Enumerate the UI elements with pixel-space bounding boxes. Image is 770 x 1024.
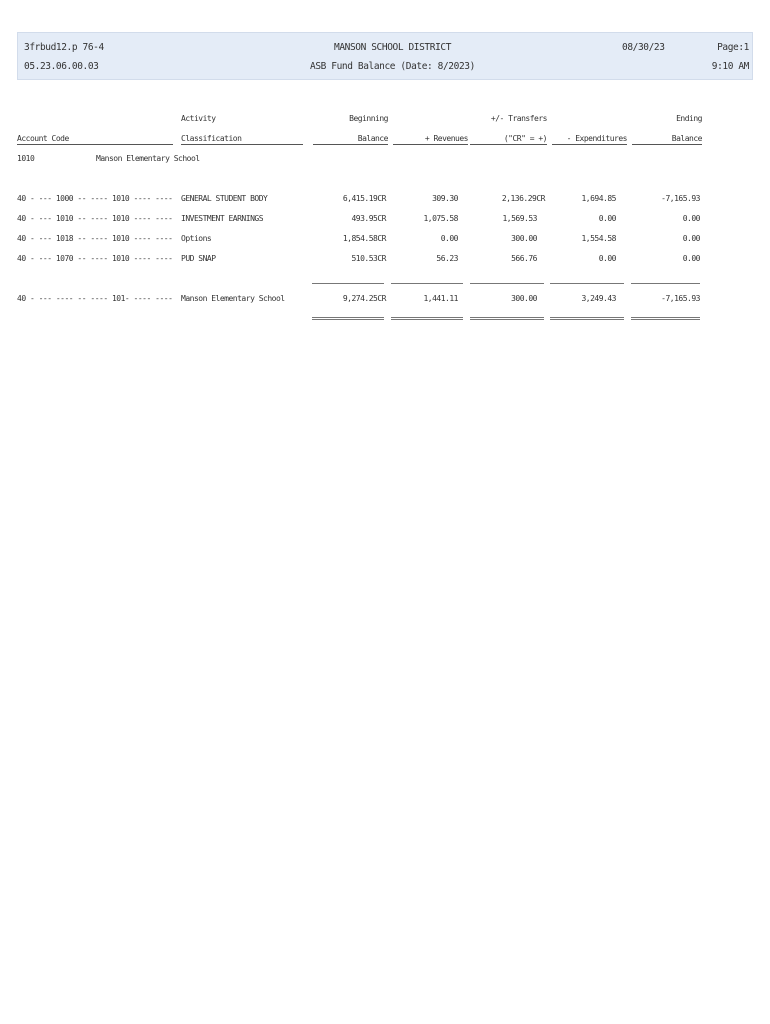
ending-balance: 0.00: [682, 234, 700, 243]
revenues: 1,441.11: [423, 294, 458, 303]
report-time: 9:10 AM: [711, 61, 749, 72]
col-ending-balance: Balance: [632, 134, 702, 145]
report-title: ASB Fund Balance (Date: 8/2023): [310, 61, 475, 72]
col-revenues: + Revenues: [393, 134, 468, 145]
revenues: 309.30: [432, 194, 458, 203]
report-date: 08/30/23: [622, 42, 665, 53]
classification: GENERAL STUDENT BODY: [181, 194, 268, 203]
col-transfers-note: ("CR" = +): [470, 134, 547, 145]
ending-balance: 0.00: [682, 214, 700, 223]
classification: Options: [181, 234, 212, 243]
expenditures: 0.00: [598, 254, 616, 263]
total-double-rule: [312, 317, 384, 320]
account-code: 40 - --- ---- -- ---- 101- ---- ----: [17, 294, 173, 303]
ending-balance: -7,165.93: [661, 194, 700, 203]
program-version: 05.23.06.00.03: [24, 61, 99, 72]
expenditures: 1,554.58: [581, 234, 616, 243]
expenditures: 1,694.85: [581, 194, 616, 203]
total-double-rule: [550, 317, 624, 320]
total-double-rule: [391, 317, 463, 320]
col-beginning-balance: Balance: [313, 134, 388, 145]
col-classification: Classification: [181, 134, 303, 145]
account-code: 40 - --- 1000 -- ---- 1010 ---- ----: [17, 194, 173, 203]
subtotal-rule: [550, 283, 624, 284]
subtotal-rule: [631, 283, 700, 284]
total-double-rule: [470, 317, 544, 320]
ending-balance: -7,165.93: [661, 294, 700, 303]
total-double-rule: [631, 317, 700, 320]
transfers: 2,136.29CR: [501, 194, 545, 203]
col-beginning: Beginning: [349, 114, 388, 123]
beginning-balance: 9,274.25CR: [342, 294, 386, 303]
revenues: 1,075.58: [423, 214, 458, 223]
subtotal-rule: [312, 283, 384, 284]
revenues: 56.23: [436, 254, 458, 263]
transfers: 566.76: [511, 254, 537, 263]
page-number: Page:1: [717, 42, 749, 53]
account-code: 40 - --- 1018 -- ---- 1010 ---- ----: [17, 234, 173, 243]
col-transfers: +/- Transfers: [490, 114, 547, 123]
transfers: 300.00: [511, 294, 537, 303]
revenues: 0.00: [440, 234, 458, 243]
classification: PUD SNAP: [181, 254, 216, 263]
beginning-balance: 1,854.58CR: [342, 234, 386, 243]
col-activity: Activity: [181, 114, 216, 123]
beginning-balance: 6,415.19CR: [342, 194, 386, 203]
classification: INVESTMENT EARNINGS: [181, 214, 264, 223]
expenditures: 3,249.43: [581, 294, 616, 303]
transfers: 1,569.53: [502, 214, 537, 223]
subtotal-rule: [470, 283, 544, 284]
account-code: 40 - --- 1070 -- ---- 1010 ---- ----: [17, 254, 173, 263]
ending-balance: 0.00: [682, 254, 700, 263]
program-id: 3frbud12.p 76-4: [24, 42, 104, 53]
transfers: 300.00: [511, 234, 537, 243]
group-code: 1010: [17, 154, 35, 163]
col-expenditures: - Expenditures: [552, 134, 627, 145]
classification: Manson Elementary School: [181, 294, 285, 303]
report-header: [17, 32, 753, 80]
district-name: MANSON SCHOOL DISTRICT: [334, 42, 452, 53]
expenditures: 0.00: [598, 214, 616, 223]
subtotal-rule: [391, 283, 463, 284]
beginning-balance: 493.95CR: [351, 214, 386, 223]
group-name: Manson Elementary School: [96, 154, 200, 163]
account-code: 40 - --- 1010 -- ---- 1010 ---- ----: [17, 214, 173, 223]
col-account-code: Account Code: [17, 134, 173, 145]
col-ending: Ending: [676, 114, 702, 123]
beginning-balance: 510.53CR: [351, 254, 386, 263]
